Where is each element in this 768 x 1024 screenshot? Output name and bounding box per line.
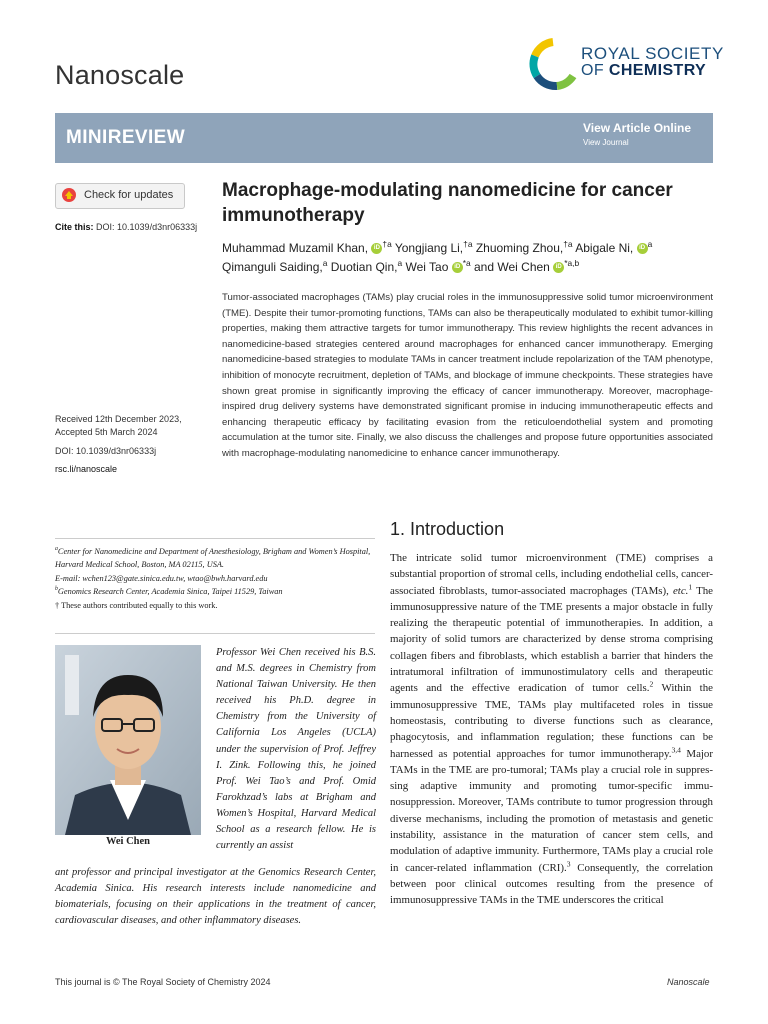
author-photo bbox=[55, 645, 201, 835]
section-heading: 1. Introduction bbox=[390, 519, 505, 539]
affiliations: $^a$Center for Nanomedicine and Department of Anesthesiology, Brigham and Women’s Hospital, Harvard Medical School, Boston, MA 02115, USA. E-mail: wchen123@gate.sinica.edu.tw, wtao@bwh.harvard.edu $^b$Genomics Research Center, Academia Sinica, Taipei 11529, Taiwan † These authors contributed equally to this work. bbox=[55, 546, 371, 610]
check-updates-icon bbox=[61, 187, 77, 203]
author-bio-continued: ant professor and principal investigator at the Genomics Research Center, Academia Sinica. His research interests include nanomedicine and biomaterials, focusing on their applications in the treatment of cancer, cardiovascular diseases, and other inflammatory diseases. bbox=[55, 867, 376, 927]
footnote-divider bbox=[55, 538, 375, 539]
journal-footer: Nanoscale bbox=[667, 977, 710, 987]
journal-name: Nanoscale bbox=[55, 60, 185, 90]
author-list: Muhammad Muzamil Khan, iD $^{\dagger a}$ Yongjiang Li,$^{\dagger a}$ Zhuoming Zhou,$^{\dagger a}$ Abigale Ni, iD $^a$ Qimanguli Saiding,$^a$ Duotian Qin,$^a$ Wei Tao iD $^{*a}$ and Wei Chen iD $^{*a,b}$ bbox=[222, 239, 653, 274]
abstract: Tumor-associated macrophages (TAMs) play crucial roles in the immunosuppressive solid tumor microenvironment (TME). Despite their tumor-promoting functions, TAMs can also be therapeutically modulated to exhibit tumor-killing properties, making them attractive targets for tumor immunotherapy. This review highlights the recent advances in nanomedicine-based strategies centered around macrophages for enhanced cancer immunotherapy. Emerging nanomedicine-based strategies to modulate TAMs in cancer treatment include repolarization of the TAM phenotype, inhibition of monocyte recruitment, depletion of TAMs, and blockage of immune checkpoints. These strategies have shown great promise in significantly improving the efficacy of cancer immunotherapy. Moreover, macrophage-inspired drug delivery systems have demonstrated significant promise in inducing immunotherapeutic effects and enhancing therapeutic efficacy by facilitating evasion from the reticuloendothelial system and promoting accumulation at the tumor site. Finally, we also discuss the challenges and propose future opportunities associated with macrophage-modulating nanomedicine to enhance cancer immunotherapy. bbox=[222, 292, 713, 459]
article-type: MINIREVIEW bbox=[66, 127, 186, 148]
bio-divider bbox=[55, 633, 375, 634]
view-journal-link[interactable]: View Journal bbox=[583, 138, 629, 147]
check-for-updates-label: Check for updates bbox=[84, 189, 174, 201]
received-dates: Received 12th December 2023, Accepted 5th March 2024 bbox=[55, 414, 182, 437]
orcid-icon[interactable]: iD bbox=[553, 262, 564, 273]
orcid-icon[interactable]: iD bbox=[371, 243, 382, 254]
author-bio: Professor Wei Chen received his B.S. and M.S. degrees in Chemistry from National Taiwan University. He then received his Ph.D. degree in Chemistry from the University of California Los Angeles (UCLA) under the supervision of Prof. Jeffrey I. Zink. Following this, he joined Prof. Wei Tao’s and Prof. Omid Farokhzad’s labs at Brigham and Women’s Hospital, Harvard Medical School as a research fellow. He is currently an assist bbox=[216, 647, 376, 852]
publisher-line2: OF CHEMISTRY bbox=[581, 62, 707, 79]
copyright-footer: This journal is © The Royal Society of Chemistry 2024 bbox=[55, 977, 271, 987]
article-title: Macrophage-modulating nanomedicine for cancer immunotherapy bbox=[222, 180, 673, 226]
introduction-text: The intricate solid tumor microenvironment (TME) comprises a substantial proportion of stromal cells, including endothelial cells, cancer-associated fibroblasts, tumor-associated macrophages (TAMs), etc.$^1$ The immunosuppressive nature of the TME presents a major obstacle in fully realizing the therapeutic potential of immunotherapies. In addition, a majority of solid tumors are characterized by dense stroma comprising collagen fibers and fibroblasts, which establish a barrier that hinders the intratumoral infiltration of immunostimulatory cells and therapeutic agents and the effective eradication of tumor cells.$^2$ Within the immunosuppressive TME, TAMs play multifaceted roles in tissue homeostasis, contributing to diverse functions such as clearance, phagocytosis, and inflammation regulation; these functions can be harnessed as potential approaches for tumor immunotherapy.$^{3,4}$ Major TAMs in the TME are pro-tumoral; TAMs play a crucial role in suppressing adaptive immunity and promoting tumor-specific immunosuppression. Moreover, TAMs contribute to tumor progression through diverse mechanisms, including the promotion of metastasis and genetic instability, assistance in the maturation of cancer stem cells, and modulation of adaptive immunity. Furthermore, TAMs play a crucial role in cancer-related inflammation (CRI).$^3$ Consequently, the correlation between poor clinical outcomes resulting from the presence of immunosuppressive TAMs in the TME underscores the critical bbox=[390, 552, 714, 907]
view-article-online-link[interactable]: View Article Online bbox=[583, 121, 692, 135]
publisher-line1: ROYAL SOCIETY bbox=[581, 44, 724, 63]
photo-caption: Wei Chen bbox=[105, 836, 151, 847]
cite-this: Cite this: DOI: 10.1039/d3nr06333j bbox=[55, 222, 198, 232]
article-doi[interactable]: DOI: 10.1039/d3nr06333j bbox=[55, 446, 157, 456]
orcid-icon[interactable]: iD bbox=[637, 243, 648, 254]
journal-link[interactable]: rsc.li/nanoscale bbox=[55, 464, 118, 474]
orcid-icon[interactable]: iD bbox=[452, 262, 463, 273]
